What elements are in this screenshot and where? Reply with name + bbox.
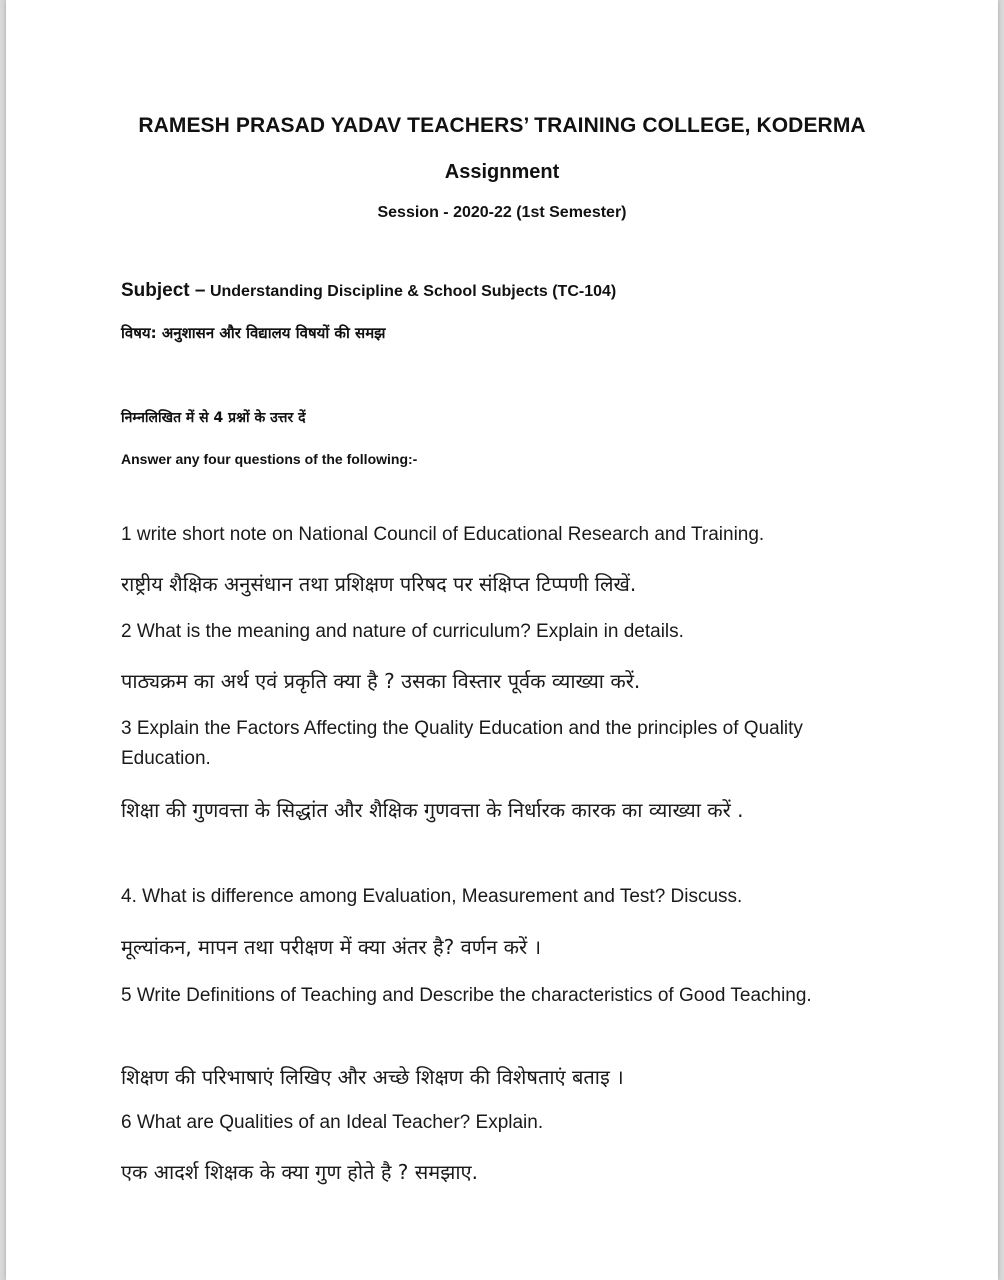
question-5-hindi: शिक्षण की परिभाषाएं लिखिए और अच्छे शिक्षण की विशेषताएं बताइ । — [121, 1065, 624, 1089]
question-4-hindi: मूल्यांकन, मापन तथा परीक्षण में क्या अंतर है? वर्णन करें । — [121, 935, 542, 959]
session-line: Session - 2020-22 (1st Semester) — [377, 204, 627, 221]
document-page — [6, 0, 998, 1280]
question-1-hindi: राष्ट्रीय शैक्षिक अनुसंधान तथा प्रशिक्षण परिषद पर संक्षिप्त टिप्पणी लिखें. — [121, 572, 637, 596]
question-5-english: 5 Write Definitions of Teaching and Describe the characteristics of Good Teaching. — [121, 985, 812, 1006]
question-3-english: 3 Explain the Factors Affecting the Quality Education and the principles of Quality Education. — [121, 718, 803, 769]
subject-label: Subject – — [121, 280, 206, 301]
question-2-english: 2 What is the meaning and nature of curriculum? Explain in details. — [121, 621, 684, 642]
subject-line — [121, 280, 616, 302]
question-6-hindi: एक आदर्श शिक्षक के क्या गुण होते है ? समझाए. — [121, 1160, 478, 1184]
question-4-english: 4. What is difference among Evaluation, Measurement and Test? Discuss. — [121, 886, 743, 907]
question-2-hindi: पाठ्यक्रम का अर्थ एवं प्रकृति क्या है ? उसका विस्तार पूर्वक व्याख्या करें. — [121, 669, 641, 693]
question-1-english: 1 write short note on National Council of Educational Research and Training. — [121, 524, 765, 545]
question-6-english: 6 What are Qualities of an Ideal Teacher? Explain. — [121, 1112, 544, 1133]
college-name: RAMESH PRASAD YADAV TEACHERS’ TRAINING COLLEGE, KODERMA — [138, 114, 866, 137]
document-title: Assignment — [444, 161, 560, 183]
question-3-hindi: शिक्षा की गुणवत्ता के सिद्धांत और शैक्षिक गुणवत्ता के निर्धारक कारक का व्याख्या करें . — [121, 798, 744, 822]
subject-hindi: विषय: अनुशासन और विद्यालय विषयों की समझ — [121, 324, 386, 342]
instruction-english: Answer any four questions of the following:- — [121, 451, 418, 467]
instruction-hindi: निम्नलिखित में से 4 प्रश्नों के उत्तर दें — [121, 410, 306, 426]
subject-value: Understanding Discipline & School Subjects (TC-104) — [209, 283, 617, 300]
